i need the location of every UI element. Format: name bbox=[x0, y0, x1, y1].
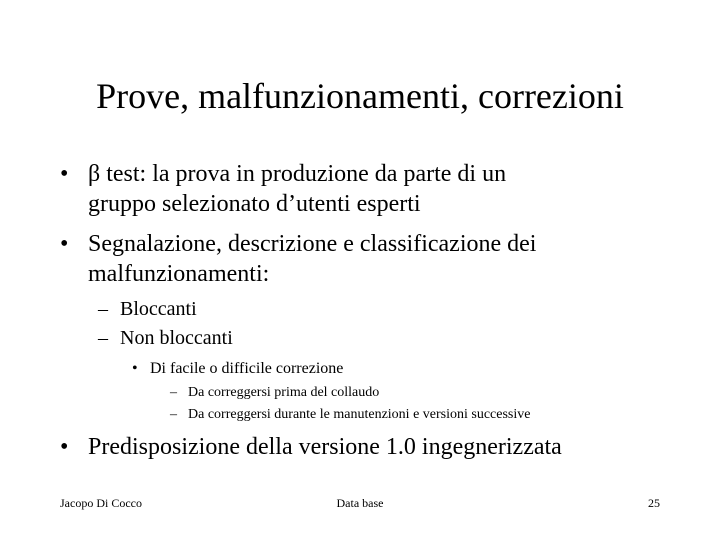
bullet-text-line: β test: la prova in produzione da parte di un bbox=[88, 161, 507, 187]
sub-bullet-text: Bloccanti bbox=[120, 298, 197, 320]
sub-bullet-marker: – bbox=[98, 327, 108, 349]
level4-bullet-text: Da correggersi durante le manutenzioni e versioni successive bbox=[188, 407, 531, 422]
level4-bullet-marker: – bbox=[170, 407, 177, 422]
bullet-text-line: Segnalazione, descrizione e classificazione dei bbox=[88, 231, 537, 257]
bullet-text: Predisposizione della versione 1.0 ingegnerizzata bbox=[88, 434, 562, 460]
sub-bullet-text: Non bloccanti bbox=[120, 327, 233, 349]
bullet-text-line: malfunzionamenti: bbox=[88, 261, 270, 287]
bullet-marker: • bbox=[60, 434, 69, 460]
bullet-text-line: gruppo selezionato d’utenti esperti bbox=[88, 191, 421, 217]
bullet-marker: • bbox=[60, 161, 69, 187]
footer-center: Data base bbox=[336, 496, 384, 510]
slide-title: Prove, malfunzionamenti, correzioni bbox=[96, 76, 624, 116]
page-number: 25 bbox=[648, 496, 660, 510]
level4-bullet-text: Da correggersi prima del collaudo bbox=[188, 385, 380, 400]
sub-bullet-marker: – bbox=[98, 298, 108, 320]
footer-author: Jacopo Di Cocco bbox=[60, 496, 142, 510]
level3-bullet-marker: • bbox=[132, 360, 138, 377]
level3-bullet-text: Di facile o difficile correzione bbox=[150, 360, 344, 377]
bullet-marker: • bbox=[60, 231, 69, 257]
level4-bullet-marker: – bbox=[170, 385, 177, 400]
